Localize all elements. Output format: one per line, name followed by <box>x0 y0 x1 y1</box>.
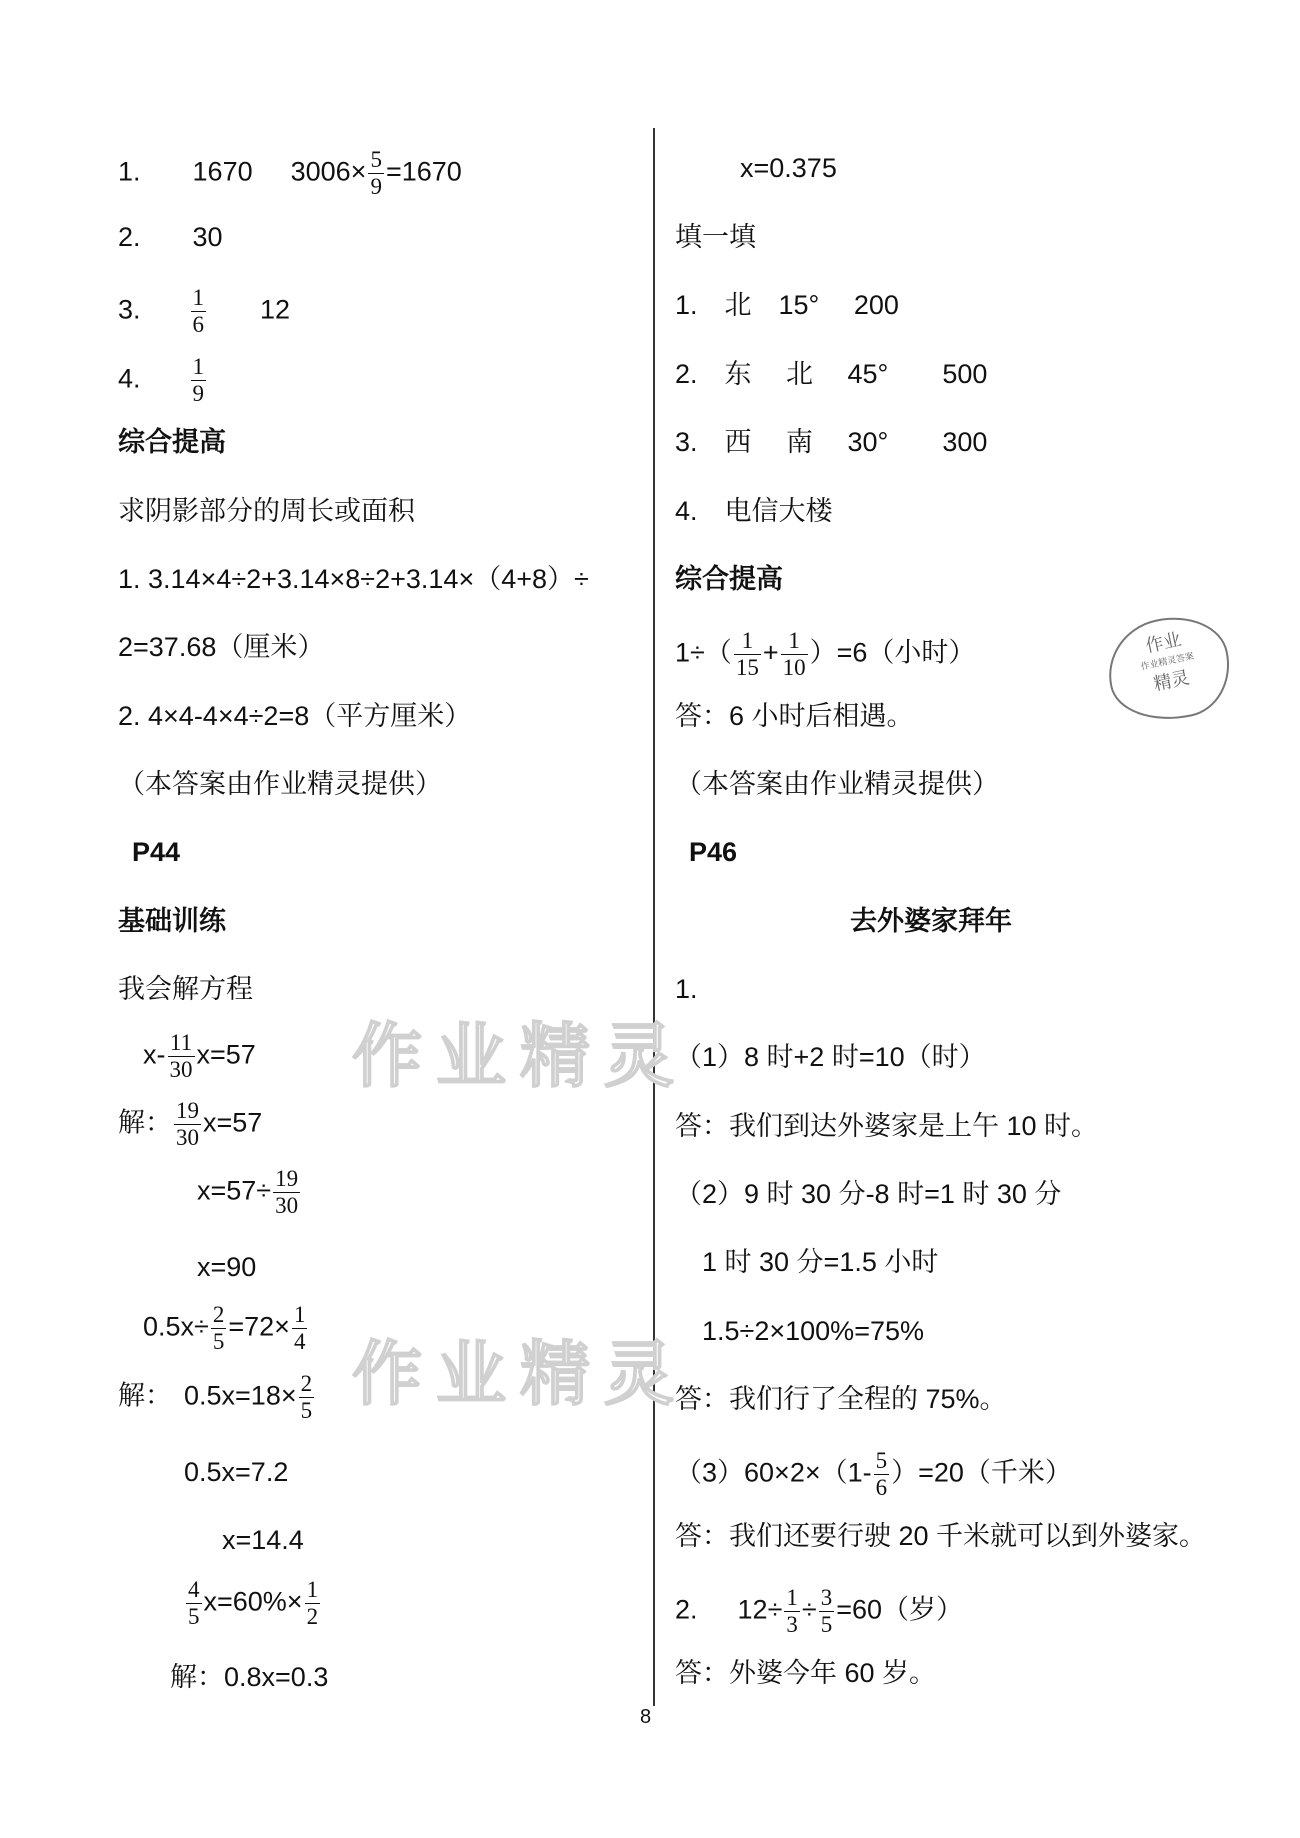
equation-line: $\frac{4}{5}$ x=60%× $\frac{1}{2}$ <box>188 1577 319 1629</box>
equation-line: 1÷（ $\frac{1}{15}$ + $\frac{1}{10}$ ）=6（小时） <box>675 628 976 680</box>
source-note: （本答案由作业精灵提供） <box>675 769 999 799</box>
answer-line: 4. 电信大楼 <box>675 496 833 526</box>
fraction: $\frac{1}{4}$ <box>293 1302 306 1354</box>
fraction: $\frac{1}{10}$ <box>782 628 806 680</box>
equation-line: x=14.4 <box>222 1525 304 1555</box>
equation-line: x=57÷ $\frac{19}{30}$ <box>197 1166 299 1218</box>
stamp-logo <box>1099 606 1240 731</box>
answer-line: 1.5÷2×100%=75% <box>702 1316 924 1346</box>
answer-line: 1 时 30 分=1.5 小时 <box>702 1247 939 1277</box>
fraction: $\frac{19}{30}$ <box>275 1166 299 1218</box>
fraction: $\frac{5}{6}$ <box>875 1448 888 1500</box>
watermark-text: 作业精灵 <box>352 1015 688 1097</box>
answer-line-2: 2. 30 <box>118 222 223 252</box>
answer-line-3: 3. $\frac{1}{6}$ 12 <box>118 285 291 337</box>
fraction: $\frac{1}{2}$ <box>306 1577 319 1629</box>
equation-line: 0.5x=7.2 <box>184 1457 289 1487</box>
fraction: $\frac{19}{30}$ <box>176 1098 199 1150</box>
page-number: 8 <box>640 1706 652 1728</box>
page-label: P44 <box>132 837 181 867</box>
equation-line: （3）60×2×（1- $\frac{5}{6}$ ）=20（千米） <box>675 1448 1072 1500</box>
fraction: $\frac{2}{5}$ <box>300 1371 313 1423</box>
answer-line: 1. 北 15° 200 <box>675 290 899 320</box>
answer-line: 1. <box>675 974 698 1004</box>
equation-line: 解：0.8x=0.3 <box>170 1662 329 1692</box>
answer-line: （2）9 时 30 分-8 时=1 时 30 分 <box>675 1179 1062 1209</box>
stamp-mid: 作业精灵答案 <box>1140 651 1195 673</box>
source-note: （本答案由作业精灵提供） <box>118 769 442 799</box>
section-heading: 综合提高 <box>118 427 226 457</box>
answer-line: 3. 西 南 30° 300 <box>675 427 988 457</box>
section-heading: 填一填 <box>675 222 756 252</box>
answer-text: 答：6 小时后相遇。 <box>675 701 914 731</box>
section-heading: 基础训练 <box>118 906 226 936</box>
text-line: 我会解方程 <box>118 974 253 1004</box>
equation-line: x- $\frac{11}{30}$ x=57 <box>143 1030 256 1082</box>
equation-line: x=0.375 <box>740 153 837 183</box>
fraction: $\frac{3}{5}$ <box>820 1585 833 1637</box>
text-line: 1. 3.14×4÷2+3.14×8÷2+3.14×（4+8）÷ <box>118 564 589 594</box>
fraction: $\frac{1}{9}$ <box>192 354 205 406</box>
answer-line: （1）8 时+2 时=10（时） <box>675 1042 986 1072</box>
fraction: $\frac{11}{30}$ <box>169 1030 193 1082</box>
fraction: $\frac{1}{6}$ <box>192 285 205 337</box>
column-divider <box>653 128 655 1706</box>
text-line: 2. 4×4-4×4÷2=8（平方厘米） <box>118 701 472 731</box>
text-line: 2=37.68（厘米） <box>118 632 325 662</box>
watermark-text: 作业精灵 <box>352 1333 688 1415</box>
equation-line: x=90 <box>197 1252 257 1282</box>
answer-line: 2. 东 北 45° 500 <box>675 359 988 389</box>
section-title: 去外婆家拜年 <box>850 906 1012 936</box>
answer-text: 答：我们行了全程的 75%。 <box>675 1384 1007 1414</box>
page-label: P46 <box>689 837 738 867</box>
answer-line-1: 1. 1670 3006× $\frac{5}{9}$ =1670 <box>118 147 462 199</box>
equation-line: 2. 12÷ $\frac{1}{3}$ ÷ $\frac{3}{5}$ =60（岁） <box>675 1585 964 1637</box>
fraction: $\frac{4}{5}$ <box>188 1577 200 1629</box>
equation-line: 解： $\frac{19}{30}$ x=57 <box>118 1098 263 1150</box>
equation-line: 0.5x÷ $\frac{2}{5}$ =72× $\frac{1}{4}$ <box>143 1302 306 1354</box>
fraction: $\frac{5}{9}$ <box>370 147 382 199</box>
stamp-top: 作业 <box>1143 629 1184 658</box>
equation-line: 解： 0.5x=18× $\frac{2}{5}$ <box>118 1371 313 1423</box>
fraction: $\frac{2}{5}$ <box>212 1302 225 1354</box>
section-heading: 综合提高 <box>675 564 783 594</box>
answer-text: 答：外婆今年 60 岁。 <box>675 1658 937 1688</box>
answer-text: 答：我们到达外婆家是上午 10 时。 <box>675 1111 1099 1141</box>
answer-text: 答：我们还要行驶 20 千米就可以到外婆家。 <box>675 1521 1207 1551</box>
answer-line-4: 4. $\frac{1}{9}$ <box>118 354 205 406</box>
stamp-bottom: 精灵 <box>1151 667 1192 696</box>
fraction: $\frac{1}{3}$ <box>786 1585 798 1637</box>
text-line: 求阴影部分的周长或面积 <box>118 496 415 526</box>
fraction: $\frac{1}{15}$ <box>735 628 759 680</box>
